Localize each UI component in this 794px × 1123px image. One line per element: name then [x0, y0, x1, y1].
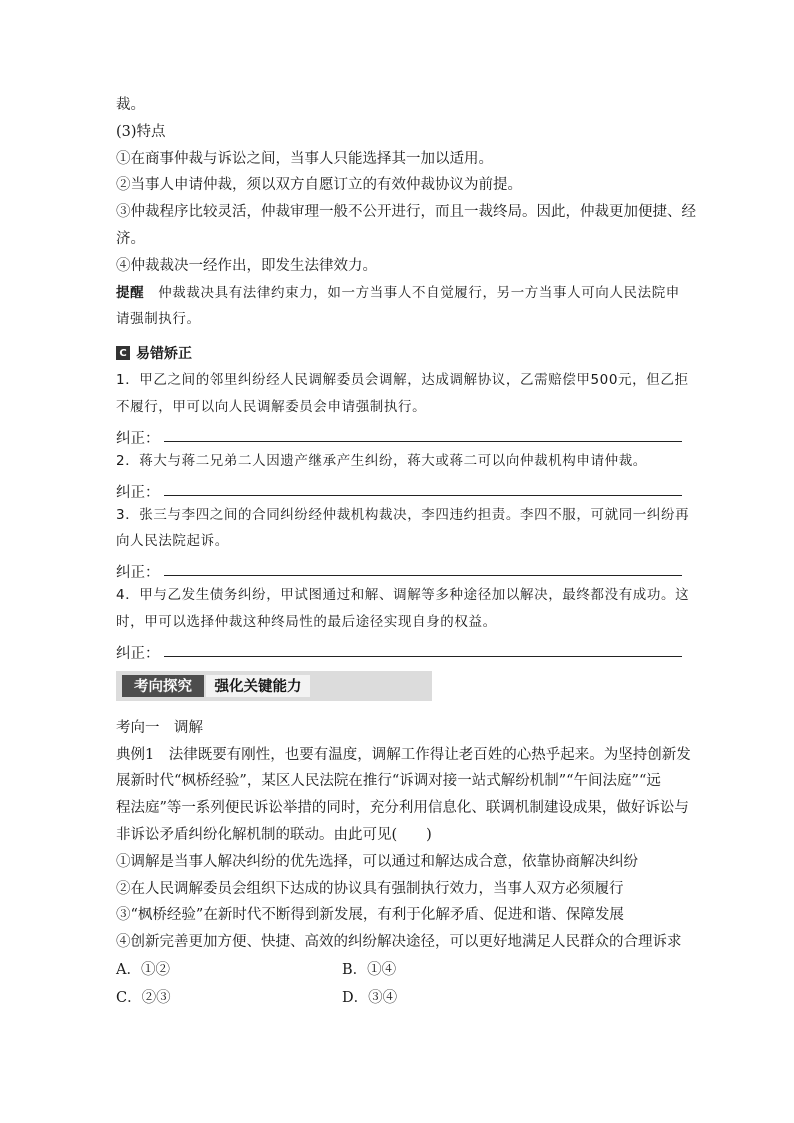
topic-subheading: 考向一 调解 — [116, 719, 203, 736]
question-4-cont: 时，甲可以选择仲裁这种终局性的最后途径实现自身的权益。 — [116, 613, 497, 630]
example-line-4: 非诉讼矛盾纠纷化解机制的联动。由此可见( ) — [116, 826, 432, 843]
answer-field-1[interactable] — [116, 421, 682, 448]
statement-4: ④创新完善更加方便、快捷、高效的纠纷解决途径，可以更好地满足人民群众的合理诉求 — [116, 934, 682, 951]
statement-2: ②在人民调解委员会组织下达成的协议具有强制执行效力，当事人双方必须履行 — [116, 880, 624, 897]
continued-text: 裁。 — [116, 97, 145, 113]
answer-field-4[interactable] — [116, 636, 682, 663]
feature-item-3: ③仲裁程序比较灵活，仲裁审理一般不公开进行，而且一裁终局。因此，仲裁更加便捷、经 — [116, 204, 696, 221]
example-line-1: 典例1 法律既要有刚性，也要有温度，调解工作得让老百姓的心热乎起来。为坚持创新发 — [116, 746, 691, 763]
section-badge-icon: C — [116, 346, 130, 360]
options-row-2 — [116, 984, 682, 1012]
reminder — [116, 280, 682, 307]
example-line-2: 展新时代“枫桥经验”，某区人民法院在推行“诉调对接一站式解纷机制”“午间法庭”“远 — [116, 773, 661, 790]
answer-label: 纠正： — [116, 484, 160, 501]
answer-blank-line[interactable] — [164, 642, 683, 657]
reminder-text-cont: 请强制执行。 — [116, 311, 201, 328]
correction-title: 易错矫正 — [136, 346, 192, 363]
answer-field-3[interactable] — [116, 555, 682, 582]
answer-blank-line[interactable] — [164, 427, 683, 442]
reminder-label: 提醒 — [116, 284, 145, 301]
reminder-text: 仲裁裁决具有法律约束力，如一方当事人不自觉履行，另一方当事人可向人民法院申 — [158, 284, 680, 301]
answer-blank-line[interactable] — [164, 561, 683, 576]
statement-3: ③“枫桥经验”在新时代不断得到新发展，有利于化解矛盾、促进和谐、保障发展 — [116, 907, 624, 924]
options-row-1 — [116, 956, 682, 984]
feature-item-4: ④仲裁裁决一经作出，即发生法律效力。 — [116, 257, 377, 274]
correction-section-header — [116, 339, 682, 367]
answer-label: 纠正： — [116, 565, 160, 582]
question-4: 4．甲与乙发生债务纠纷，甲试图通过和解、调解等多种途径加以解决，最终都没有成功。这 — [116, 587, 690, 604]
feature-item-2: ②当事人申请仲裁，须以双方自愿订立的有效仲裁协议为前提。 — [116, 177, 522, 194]
banner-label-explore: 考向探究 — [122, 675, 204, 697]
section-banner — [116, 671, 432, 701]
question-1: 1．甲乙之间的邻里纠纷经人民调解委员会调解，达成调解协议，乙需赔偿甲500元，但乙拒 — [116, 372, 689, 389]
statement-1: ①调解是当事人解决纠纷的优先选择，可以通过和解达成合意，依靠协商解决纠纷 — [116, 853, 638, 870]
option-a[interactable]: A．①② — [116, 961, 170, 978]
example-line-3: 程法庭”等一系列便民诉讼举措的同时，充分利用信息化、联调机制建设成果，做好诉讼与 — [116, 800, 689, 817]
feature-item-3-cont: 济。 — [116, 230, 145, 247]
question-3: 3．张三与李四之间的合同纠纷经仲裁机构裁决，李四违约担责。李四不服，可就同一纠纷再 — [116, 506, 690, 523]
question-1-cont: 不履行，甲可以向人民调解委员会申请强制执行。 — [116, 398, 427, 415]
feature-item-1: ①在商事仲裁与诉讼之间，当事人只能选择其一加以适用。 — [116, 150, 493, 167]
answer-field-2[interactable] — [116, 475, 682, 502]
question-3-cont: 向人民法院起诉。 — [116, 533, 229, 550]
section-heading-features: (3)特点 — [116, 123, 166, 140]
answer-label: 纠正： — [116, 430, 160, 447]
option-c[interactable]: C．②③ — [116, 989, 171, 1006]
banner-label-ability: 强化关键能力 — [206, 675, 310, 697]
document-page — [116, 92, 696, 1012]
option-d[interactable]: D．③④ — [342, 989, 398, 1006]
answer-label: 纠正： — [116, 645, 160, 662]
answer-blank-line[interactable] — [164, 481, 683, 496]
question-2: 2．蒋大与蒋二兄弟二人因遗产继承产生纠纷，蒋大或蒋二可以向仲裁机构申请仲裁。 — [116, 452, 647, 469]
option-b[interactable]: B．①④ — [342, 961, 397, 978]
